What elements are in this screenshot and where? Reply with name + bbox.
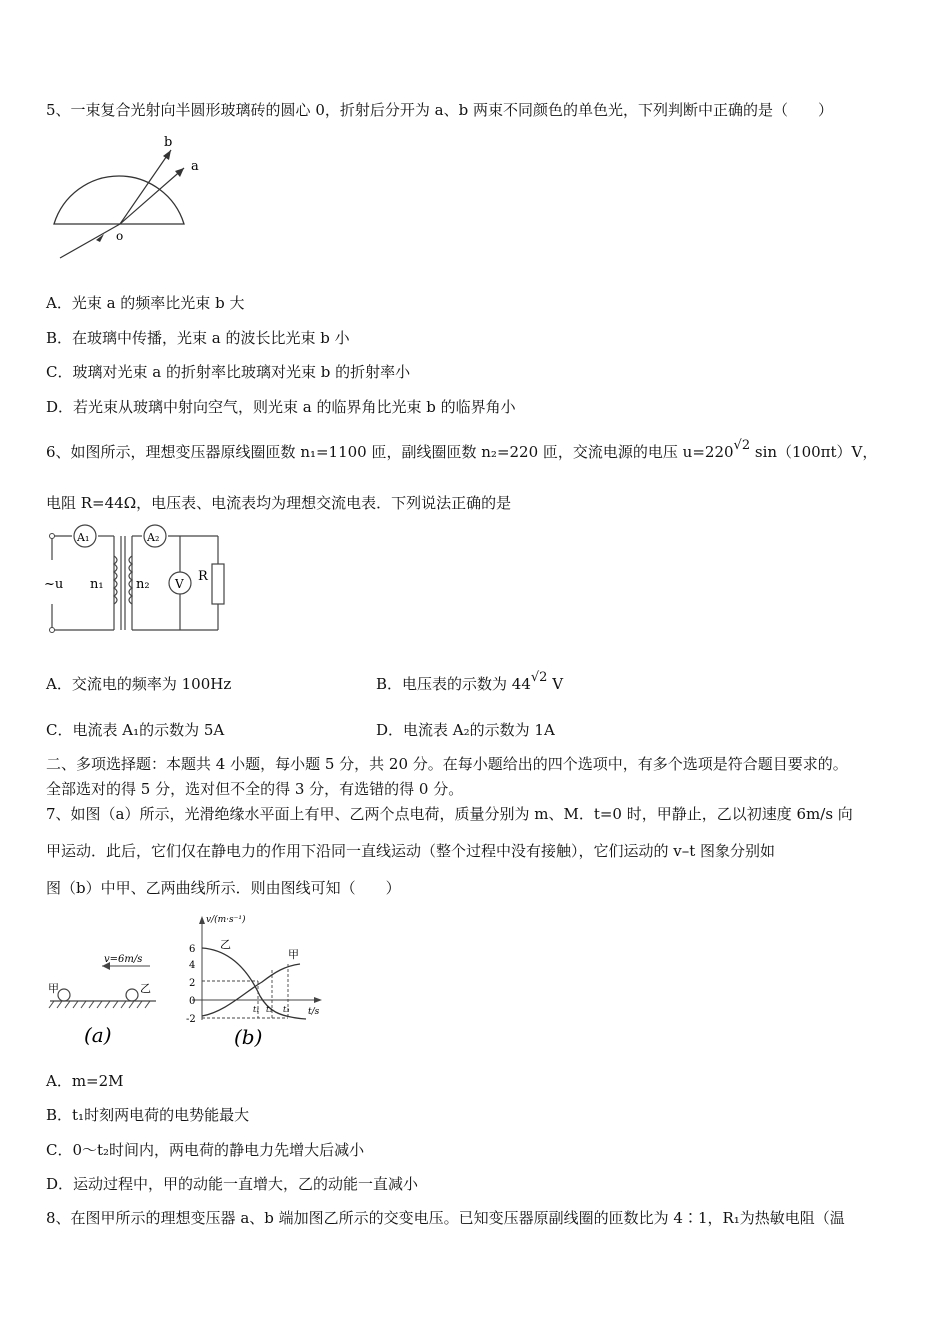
q5-option-c: C．玻璃对光束 a 的折射率比玻璃对光束 b 的折射率小 bbox=[46, 363, 411, 381]
fig-b-tick-neg2: -2 bbox=[186, 1014, 196, 1025]
q5-label-b: b bbox=[164, 135, 173, 150]
q6-stem-part1: 6、如图所示，理想变压器原线圈匝数 n₁=1100 匝，副线圈匝数 n₂=220 匝，交流电源的电压 u=220 bbox=[46, 443, 734, 461]
q7-option-c: C．0～t₂时间内，两电荷的静电力先增大后减小 bbox=[46, 1141, 365, 1159]
fig-b-tick-6: 6 bbox=[189, 944, 196, 955]
q5-label-o: o bbox=[116, 229, 124, 243]
q7-stem-line2: 甲运动．此后，它们仅在静电力的作用下沿同一直线运动（整个过程中没有接触），它们运动的 v–t 图象分别如 bbox=[46, 842, 776, 860]
q6-option-a: A．交流电的频率为 100Hz bbox=[46, 675, 232, 693]
fig-a-speed-label: v=6m/s bbox=[104, 954, 143, 965]
q5-figure-semicircle-glass bbox=[46, 128, 216, 268]
ammeter-a2-label: A₂ bbox=[147, 531, 160, 544]
q5-label-a: a bbox=[191, 159, 199, 174]
fig-b-ylabel: v/(m·s⁻¹) bbox=[206, 915, 246, 925]
ammeter-a1-label: A₁ bbox=[77, 531, 90, 544]
q5-stem: 5、一束复合光射向半圆形玻璃砖的圆心 0，折射后分开为 a、b 两束不同颜色的单色光，下列判断中正确的是（ ） bbox=[46, 101, 833, 119]
fig-b-t2: t₂ bbox=[266, 1005, 273, 1014]
fig-b-jia-curve-label: 甲 bbox=[288, 948, 299, 961]
fig-b-tick-0: 0 bbox=[189, 996, 196, 1007]
q6-option-b-part2: V bbox=[547, 675, 564, 693]
q5-option-a: A．光束 a 的频率比光束 b 大 bbox=[46, 294, 245, 312]
q7-stem-line1: 7、如图（a）所示，光滑绝缘水平面上有甲、乙两个点电荷，质量分别为 m、M．t=0 时，甲静止，乙以初速度 6m/s 向 bbox=[46, 805, 853, 823]
sqrt2-symbol: √2 bbox=[530, 670, 548, 685]
q6-stem-part2: sin（100πt）V， bbox=[750, 443, 878, 461]
fig-b-tick-2: 2 bbox=[189, 978, 196, 989]
q7-stem-line3: 图（b）中甲、乙两曲线所示．则由图线可知（ ） bbox=[46, 879, 401, 897]
n1-label: n₁ bbox=[90, 577, 104, 592]
q6-stem-line2: 电阻 R=44Ω，电压表、电流表均为理想交流电表．下列说法正确的是 bbox=[46, 494, 512, 512]
sqrt2-symbol: √2 bbox=[733, 438, 751, 453]
resistor-r-label: R bbox=[198, 569, 208, 584]
q7-option-d: D．运动过程中，甲的动能一直增大，乙的动能一直减小 bbox=[46, 1175, 419, 1193]
section2-heading-line1: 二、多项选择题：本题共 4 小题，每小题 5 分，共 20 分。在每小题给出的四个选项中，有多个选项是符合题目要求的。 bbox=[46, 755, 848, 773]
fig-b-yi-curve-label: 乙 bbox=[220, 938, 231, 951]
fig-b-tick-4: 4 bbox=[189, 960, 196, 971]
q6-option-b bbox=[376, 670, 564, 696]
q6-figure-transformer-circuit bbox=[40, 520, 230, 640]
q7-figure-a bbox=[44, 940, 164, 1050]
q7-figure-b-vt-graph bbox=[180, 910, 330, 1050]
fig-a-caption: (a) bbox=[84, 1023, 112, 1047]
q6-option-b-part1: B．电压表的示数为 44 bbox=[376, 675, 531, 693]
fig-a-yi-label: 乙 bbox=[140, 982, 151, 995]
section2-heading-line2: 全部选对的得 5 分，选对但不全的得 3 分，有选错的得 0 分。 bbox=[46, 780, 464, 798]
fig-a-jia-label: 甲 bbox=[48, 982, 59, 995]
q6-option-d: D．电流表 A₂的示数为 1A bbox=[376, 721, 555, 739]
q5-option-b: B．在玻璃中传播，光束 a 的波长比光束 b 小 bbox=[46, 329, 350, 347]
fig-b-xlabel: t/s bbox=[308, 1007, 320, 1017]
n2-label: n₂ bbox=[136, 577, 150, 592]
source-u-label: ~u bbox=[44, 577, 64, 592]
fig-b-t3: t₃ bbox=[283, 1005, 290, 1014]
q6-option-c: C．电流表 A₁的示数为 5A bbox=[46, 721, 225, 739]
fig-b-t1: t₁ bbox=[253, 1005, 260, 1014]
fig-b-caption: (b) bbox=[234, 1025, 263, 1049]
voltmeter-label: V bbox=[175, 577, 184, 591]
q6-stem bbox=[46, 438, 878, 464]
q7-option-a: A．m=2M bbox=[46, 1072, 124, 1090]
q5-option-d: D．若光束从玻璃中射向空气，则光束 a 的临界角比光束 b 的临界角小 bbox=[46, 398, 516, 416]
q7-option-b: B．t₁时刻两电荷的电势能最大 bbox=[46, 1106, 250, 1124]
q8-stem: 8、在图甲所示的理想变压器 a、b 端加图乙所示的交变电压。已知变压器原副线圈的匝数比为 4∶1，R₁为热敏电阻（温 bbox=[46, 1209, 845, 1227]
